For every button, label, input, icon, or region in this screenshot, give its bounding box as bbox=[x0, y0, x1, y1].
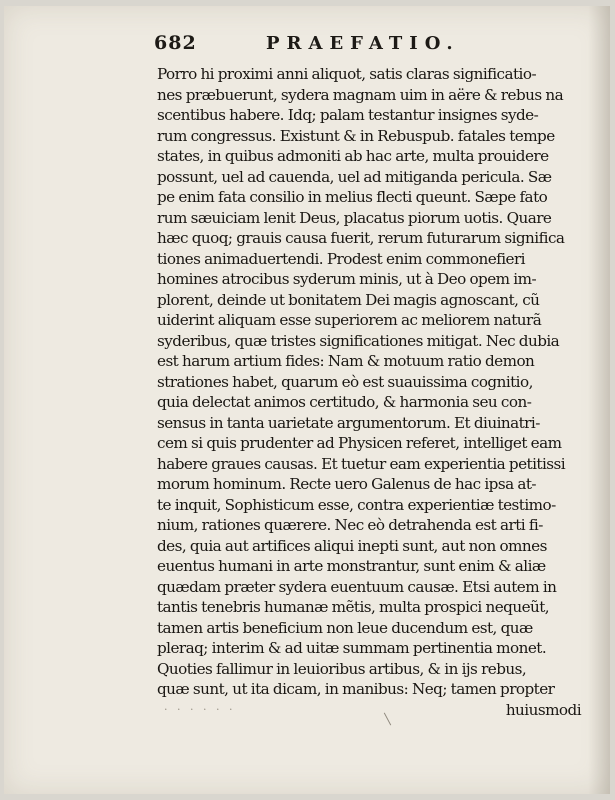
text-line: quæ sunt, ut ita dicam, in manibus: Neq; tamen propter bbox=[157, 680, 555, 698]
text-line: homines atrocibus syderum minis, ut à Deo opem im- bbox=[157, 270, 537, 288]
catchword: huiusmodi bbox=[505, 700, 581, 719]
text-line: plorent, deinde ut bonitatem Dei magis agnoscant, cũ bbox=[157, 290, 540, 309]
text-line: pe enim fata consilio in melius flecti queunt. Sæpe fato bbox=[157, 188, 548, 206]
text-line: est harum artium fides: Nam & motuum ratio demon bbox=[157, 352, 535, 370]
text-line: cem si quis prudenter ad Physicen referet, intelliget eam bbox=[157, 434, 562, 452]
text-line: rum sæuiciam lenit Deus, placatus piorum uotis. Quare bbox=[157, 208, 552, 227]
text-line: habere graues causas. Et tuetur eam experientia petitissi bbox=[157, 454, 566, 473]
text-line: tamen artis beneficium non leue ducendum est, quæ bbox=[157, 618, 533, 637]
running-head: PRAEFATIO. bbox=[266, 33, 460, 54]
text-line: syderibus, quæ tristes significationes mitigat. Nec dubia bbox=[157, 331, 560, 350]
text-line: nium, rationes quærere. Nec eò detrahenda est arti fi- bbox=[157, 516, 543, 534]
text-line: Quoties fallimur in leuioribus artibus, & in ijs rebus, bbox=[157, 659, 527, 678]
text-line: tantis tenebris humanæ mẽtis, multa prospici nequeũt, bbox=[157, 598, 550, 616]
page-header bbox=[154, 32, 594, 60]
book-page bbox=[4, 6, 610, 794]
text-line: pleraq; interim & ad uitæ summam pertinentia monet. bbox=[157, 639, 547, 657]
page-number: 682 bbox=[154, 32, 197, 54]
text-line: sensus in tanta uarietate argumentorum. Et diuinatri- bbox=[157, 413, 540, 432]
text-line: morum hominum. Recte uero Galenus de hac ipsa at- bbox=[157, 475, 536, 493]
text-line: nes præbuerunt, sydera magnam uim in aëre & rebus na bbox=[157, 85, 564, 104]
text-line: des, quia aut artifices aliqui inepti sunt, aut non omnes bbox=[157, 536, 547, 555]
text-line: Porro hi proximi anni aliquot, satis claras significatio- bbox=[157, 65, 537, 83]
text-line: te inquit, Sophisticum esse, contra experientiæ testimo- bbox=[157, 495, 556, 514]
text-line: hæc quoq; grauis causa fuerit, rerum futurarum significa bbox=[157, 229, 565, 247]
faded-ink-marks: . . . . . . bbox=[164, 700, 236, 713]
text-line: quædam præter sydera euentuum causæ. Etsi autem in bbox=[157, 577, 557, 596]
text-line: uiderint aliquam esse superiorem ac meliorem naturã bbox=[157, 311, 542, 329]
text-line: states, in quibus admoniti ab hac arte, multa prouidere bbox=[157, 147, 549, 165]
text-line: strationes habet, quarum eò est suauissima cognitio, bbox=[157, 372, 533, 391]
text-line: rum congressus. Existunt & in Rebuspub. fatales tempe bbox=[157, 126, 555, 145]
body-text bbox=[157, 64, 587, 720]
text-line: possunt, uel ad cauenda, uel ad mitiganda pericula. Sæ bbox=[157, 167, 552, 186]
text-line: tiones animaduertendi. Prodest enim commonefieri bbox=[157, 249, 525, 268]
page-gutter-shadow bbox=[588, 6, 610, 794]
text-line: euentus humani in arte monstrantur, sunt enim & aliæ bbox=[157, 557, 546, 575]
text-line: scentibus habere. Idq; palam testantur insignes syde- bbox=[157, 106, 539, 124]
text-line: quia delectat animos certitudo, & harmonia seu con- bbox=[157, 393, 532, 411]
